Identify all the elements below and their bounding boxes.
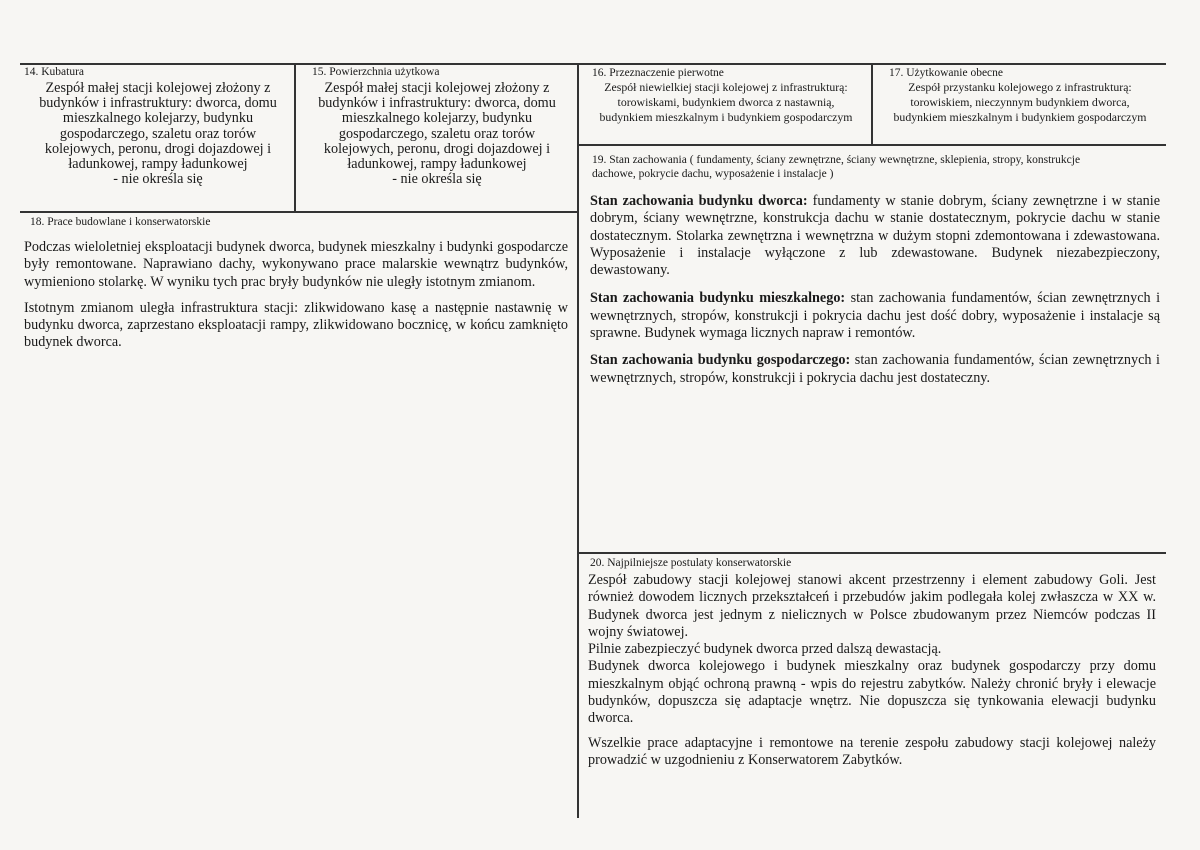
row1-divider-left — [20, 211, 578, 213]
section-15-powierzchnia — [300, 66, 574, 210]
section-18-paragraph-2: Istotnym zmianom uległa infrastruktura stacji: zlikwidowano kasę a następnie nastawnię w budynku dworca, zaprzestano eksploatacji rampy, zlikwidowano bocznicę, w końcu zamknięto budynek dworca. — [24, 299, 568, 351]
top-border — [20, 63, 1166, 65]
section-20-paragraph-3: Budynek dworca kolejowego i budynek mieszkalny oraz budynek gospodarczy przy domu mieszkalnym objąć ochroną prawną - wpis do rejestru zabytków. Należy chronić bryły i elewacje budynków, dopuszcza się adaptacje wnętrz. Nie dopuszcza się tynkowania elewacji budynku dworca. — [588, 658, 1156, 727]
section-16-label: 16. Przeznaczenie pierwotne — [592, 67, 724, 79]
section-17-text: Zespół przystanku kolejowego z infrastrukturą: torowiskiem, nieczynnym budynkiem dworca, budynkiem mieszkalnym i budynkiem gospodarczym — [893, 80, 1147, 124]
section-19-stan-zachowania — [582, 149, 1160, 399]
row1-divider-right — [578, 144, 1166, 146]
condition-utility-heading: Stan zachowania budynku gospodarczego: — [590, 352, 851, 369]
section-20-paragraph-2: Pilnie zabezpieczyć budynek dworca przed dalszą dewastacją. — [588, 641, 942, 658]
section-20-paragraph-4: Wszelkie prace adaptacyjne i remontowe na terenie zespołu zabudowy stacji kolejowej należy prowadzić w uzgodnieniu z Konserwatorem Zabytków. — [588, 734, 1156, 768]
section-15-label: 15. Powierzchnia użytkowa — [312, 66, 440, 78]
condition-residential-text: stan zachowania fundamentów, ścian zewnętrznych i wewnętrznych, stropów, konstrukcji i pokrycia dachu jest dość dobry, wyposażenie i instalacje są sprawne. Budynek wymaga licznych napraw i remontów. — [590, 290, 1161, 342]
section-20-postulaty — [588, 557, 1156, 797]
section-14-kubatura — [24, 66, 292, 210]
column-divider-main — [577, 63, 579, 818]
condition-station-text: fundamenty w stanie dobrym, ściany zewnętrzne i w stanie dobrym, ściany wewnętrzne, konstrukcja dachu w stanie dostatecznym, pokrycie dachu w stanie dostatecznym. Stolarka zewnętrzna i wewnętrzna w dużym stopni zdemontowana i zdewastowana. Wyposażenie i instalacje wyłączone z lub zdewastowane. Budynek niezabezpieczony, dewastowany. — [590, 193, 1160, 279]
section-20-paragraph-1: Zespół zabudowy stacji kolejowej stanowi akcent przestrzenny i element zabudowy Goli. Jest również dowodem licznych przekształceń i przebudów jakim podlegała kolej zwłaszcza w XX w. Budynek dworca jest jednym z nielicznych w Polsce zbudowanym przez Niemców podczas II wojny światowej. — [588, 572, 1156, 640]
section-14-text: Zespół małej stacji kolejowej złożony z budynków i infrastruktury: dworca, domu mieszkalnego kolejarzy, budynku gospodarczego, szaletu oraz torów kolejowych, peronu, drogi dojazdowej i ładunkowej, rampy ładunkowej - nie określa się — [39, 80, 277, 188]
condition-utility-building — [582, 352, 1160, 387]
section-19-label: 19. Stan zachowania ( fundamenty, ściany zewnętrzne, ściany wewnętrzne, sklepienia, stropy, konstrukcje dachowe, pokrycie dachu, wyposażenie i instalacje ) — [592, 154, 1081, 180]
condition-station-building — [582, 193, 1160, 279]
section-18-prace — [24, 216, 568, 416]
section-16-przeznaczenie — [582, 67, 870, 143]
column-divider-14-15 — [294, 63, 296, 211]
section-16-text: Zespół niewielkiej stacji kolejowej z infrastrukturą: torowiskami, budynkiem dworca z nastawnią, budynkiem mieszkalnym i budynkiem gospodarczym — [599, 80, 853, 124]
column-divider-16-17 — [871, 63, 873, 144]
condition-station-heading: Stan zachowania budynku dworca: — [590, 193, 808, 209]
condition-residential-heading: Stan zachowania budynku mieszkalnego: — [590, 290, 846, 307]
section-15-text: Zespół małej stacji kolejowej złożony z budynków i infrastruktury: dworca, domu mieszkalnego kolejarzy, budynku gospodarczego, szaletu oraz torów kolejowych, peronu, drogi dojazdowej i ładunkowej, rampy ładunkowej - nie określa się — [318, 80, 556, 188]
section-20-top-border — [578, 552, 1166, 554]
condition-utility-text: stan zachowania fundamentów, ścian zewnętrznych i wewnętrznych, stropów, konstrukcji i pokrycia dachu jest dostateczny. — [590, 352, 1161, 386]
section-17-uzytkowanie — [875, 67, 1165, 143]
section-17-label: 17. Użytkowanie obecne — [889, 67, 1004, 79]
section-14-label: 14. Kubatura — [24, 66, 85, 78]
section-18-paragraph-1: Podczas wieloletniej eksploatacji budynek dworca, budynek mieszkalny i budynki gospodarcze były remontowane. Naprawiano dachy, wykonywano prace malarskie wewnątrz budynków, wymieniono stolarkę. W wyniku tych prac bryły budynków nie uległy istotnym zmianom. — [24, 239, 568, 290]
condition-residential-building — [582, 290, 1160, 342]
section-18-label: 18. Prace budowlane i konserwatorskie — [30, 216, 211, 228]
section-20-label: 20. Najpilniejsze postulaty konserwatorskie — [590, 557, 792, 569]
